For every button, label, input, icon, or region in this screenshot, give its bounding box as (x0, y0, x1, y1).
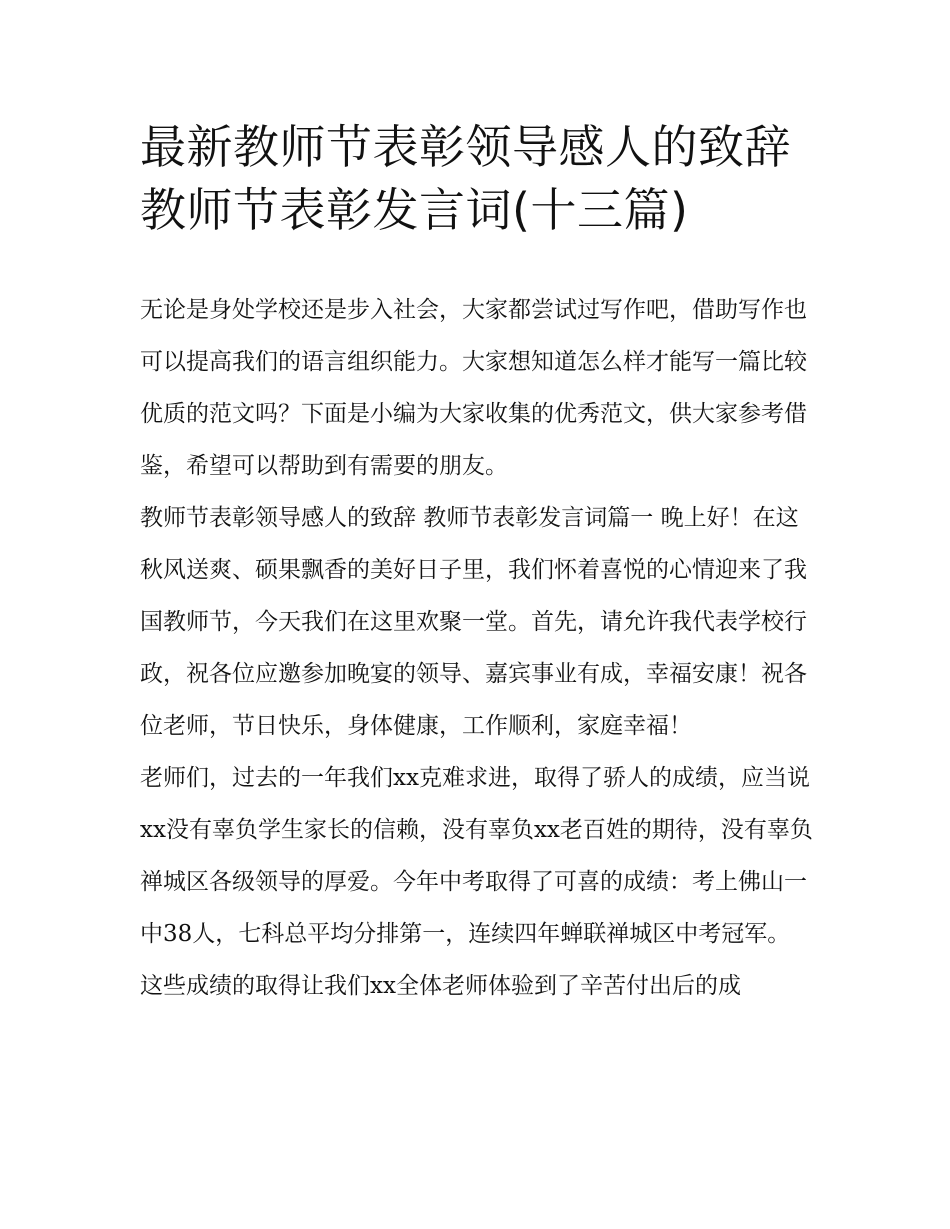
paragraph-continuation: 这些成绩的取得让我们xx全体老师体验到了辛苦付出后的成 (140, 973, 741, 999)
document-title: 最新教师节表彰领导感人的致辞 教师节表彰发言词(十三篇) (140, 120, 791, 237)
paragraph-greeting: 教师节表彰领导感人的致辞 教师节表彰发言词篇一 晚上好！在这秋风送爽、硕果飘香的美好日子里，我们怀着喜悦的心情迎来了我国教师节，今天我们在这里欢聚一堂。首先，请允许我代表学校行政，祝各位应邀参加晚宴的领导、嘉宾事业有成，幸福安康！祝各位老师，节日快乐，身体健康，工作顺利，家庭幸福！ (140, 505, 807, 739)
paragraph-achievements: 老师们，过去的一年我们xx克难求进，取得了骄人的成绩，应当说xx没有辜负学生家长的信赖，没有辜负xx老百姓的期待，没有辜负禅城区各级领导的厚爱。今年中考取得了可喜的成绩：考上佛山一中38人，七科总平均分排第一，连续四年蝉联禅城区中考冠军。 (140, 765, 813, 947)
paragraph-intro: 无论是身处学校还是步入社会，大家都尝试过写作吧，借助写作也可以提高我们的语言组织能力。大家想知道怎么样才能写一篇比较优质的范文吗？下面是小编为大家收集的优秀范文，供大家参考借鉴，希望可以帮助到有需要的朋友。 (140, 297, 807, 479)
document-body (140, 284, 820, 1012)
